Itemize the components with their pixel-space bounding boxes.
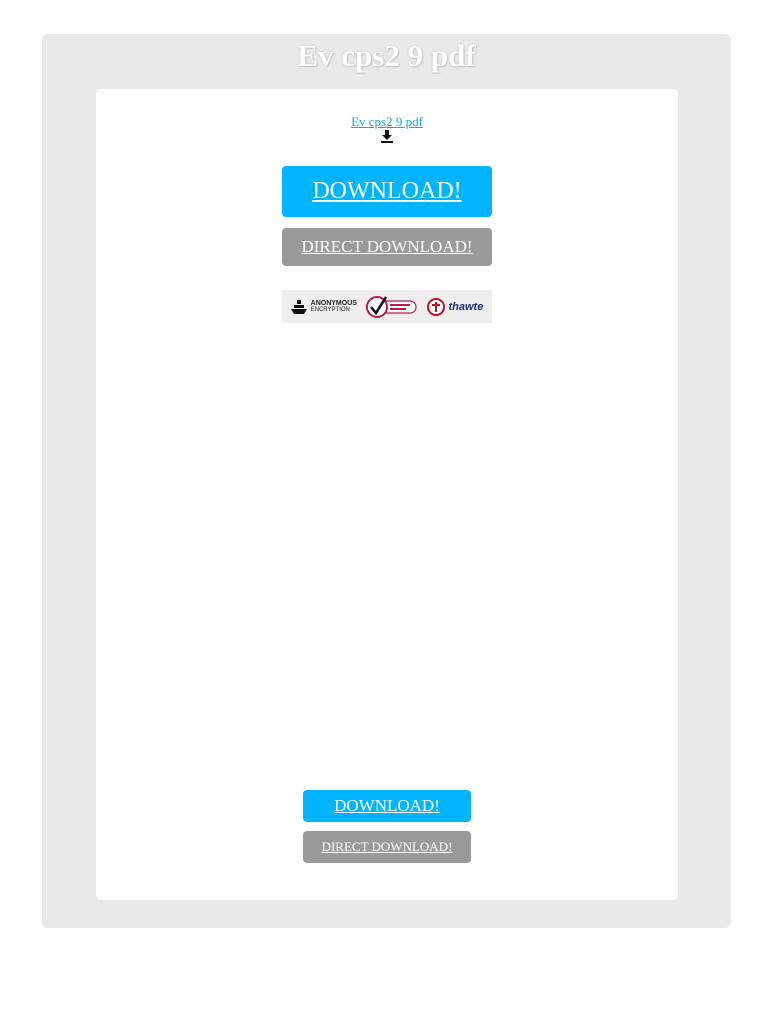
thawte-label: thawte xyxy=(448,300,484,313)
bottom-direct-download-button[interactable]: DIRECT DOWNLOAD! xyxy=(303,831,471,863)
download-button[interactable]: DOWNLOAD! xyxy=(282,166,492,217)
security-badges xyxy=(282,290,492,323)
ship-icon xyxy=(291,299,307,315)
page-title: Ev cps2 9 pdf xyxy=(297,38,476,73)
encryption-label: ENCRYPTION xyxy=(310,306,350,313)
file-link[interactable]: Ev cps2 9 pdf xyxy=(351,114,423,129)
anonymous-label: ANONYMOUS xyxy=(310,299,357,307)
anonymous-encryption-badge xyxy=(291,299,357,315)
content-card xyxy=(96,89,678,900)
direct-download-button[interactable]: DIRECT DOWNLOAD! xyxy=(282,228,492,266)
bottom-download-button[interactable]: DOWNLOAD! xyxy=(303,790,471,822)
thawte-logo-icon xyxy=(427,298,445,316)
verified-secure-badge xyxy=(366,295,418,319)
download-icon[interactable] xyxy=(380,129,394,143)
thawte-badge xyxy=(427,298,483,316)
checkmark-icon xyxy=(366,295,418,319)
outer-panel xyxy=(42,34,731,928)
